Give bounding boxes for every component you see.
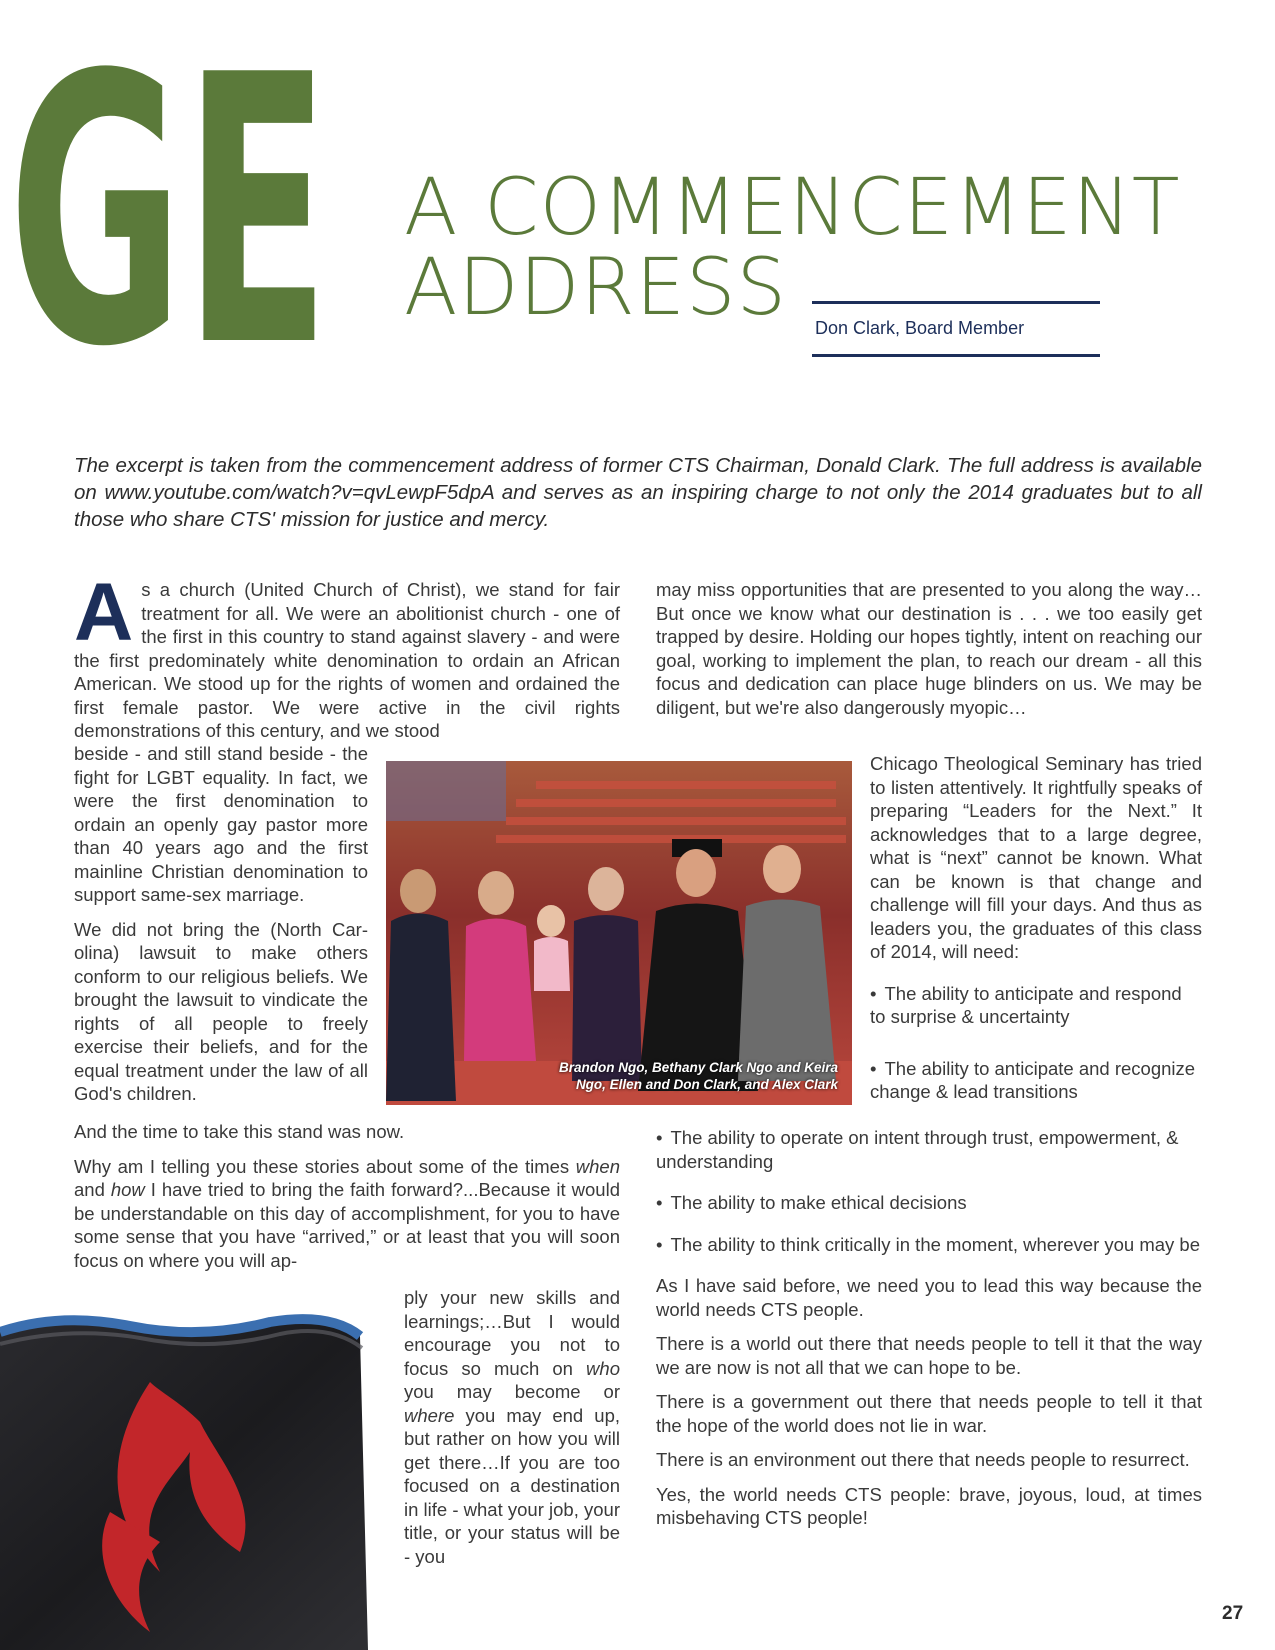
bullet-item [870, 1057, 1202, 1104]
bullet-dot: • [656, 1192, 663, 1213]
page-number: 27 [1222, 1603, 1244, 1624]
col1-p3: And the time to take this stand was now. [74, 1121, 405, 1142]
byline-rule-top [812, 301, 1100, 304]
col2-p3: As I have said before, we need you to lead this way because the world needs CTS people. [656, 1275, 1202, 1320]
col2-bottom-column [656, 1126, 1202, 1541]
col1-p5-c: you may end up, but rather on how you will get there…If you are too focused on a destination in life - what your job, your title, or your status will be - you [404, 1404, 620, 1567]
bullet-text: The ability to anticipate and respond to surprise & uncertainty [870, 982, 1182, 1027]
photo-caption: Brandon Ngo, Bethany Clark Ngo and Keira Ngo, Ellen and Don Clark, and Alex Clark [558, 1060, 838, 1092]
col2-p1: may miss opportunities that are presented to you along the way…But once we know what our destination is . . . we too easily get trapped by desire. Holding our hopes tightly, intent on reaching our goal, working to implement the plan, to reach our dream - all this focus and dedication can place huge blinders on us. We may be diligent, but we're also dangerously myopic… [656, 579, 1202, 718]
col1-p4-when: when [575, 1155, 620, 1177]
flame-banner-graphic [0, 1312, 380, 1650]
bullet-text: The ability to anticipate and recognize change & lead transitions [870, 1057, 1196, 1102]
col1-p4-a: Why am I telling you these stories about some of the times [74, 1155, 576, 1177]
bullet-item [870, 982, 1202, 1029]
col1-p2: We did not bring the (North Carolina) lawsuit to make others conform to our religious beliefs. We brought the lawsuit to vindicate the rights of all people to freely exercise their beliefs, and for the equal treatment under the law of all God's children. [74, 918, 368, 1104]
col1-p5-b: you may become or [404, 1381, 620, 1402]
col1-wide-column [74, 1120, 620, 1283]
title-line-1: A COMMENCEMENT [404, 163, 1181, 253]
bullet-text: The ability to make ethical decisions [670, 1192, 967, 1213]
bullet-dot: • [870, 1057, 877, 1079]
bullet-text: The ability to think critically in the moment, wherever you may be [670, 1233, 1201, 1255]
bullet-dot: • [870, 982, 877, 1004]
bullet-dot: • [656, 1127, 663, 1148]
col2-p5: There is a government out there that needs people to tell it that the hope of the world does not lie in war. [656, 1391, 1202, 1436]
intro-paragraph: The excerpt is taken from the commencement address of former CTS Chairman, Donald Clark. The full address is available on www.youtube.com/watch?v=qvLewpF5dpA and serves as an inspiring charge to not only the 2014 graduates but to all those who share CTS' mission for justice and mercy. [74, 454, 1202, 531]
bullet-text: The ability to operate on intent through trust, empowerment, & understanding [656, 1127, 1179, 1172]
title-line-2: ADDRESS [404, 243, 787, 333]
col1-bottom-column [404, 1286, 620, 1579]
col1-p5-where: where [404, 1404, 455, 1426]
col1-p4-how: how [110, 1179, 145, 1200]
drop-cap: A [74, 567, 134, 658]
col2-p2: Chicago Theological Seminary has tried to listen attentively. It rightfully speaks of preparing “Leaders for the Next.” It acknowledges that to a large degree, what is “next” cannot be known. What can be known is that change and challenge will fill your days. And thus as leaders you, the graduates of this class of 2014, will need: [870, 753, 1202, 962]
col2-p6: There is an environment out there that needs people to resurrect. [656, 1449, 1190, 1470]
byline: Don Clark, Board Member [815, 318, 1025, 338]
col1-paragraph-1-start [74, 567, 620, 743]
bullet-dot: • [656, 1233, 663, 1255]
byline-rule-bottom [812, 354, 1100, 357]
col1-p4-c: I have tried to bring the faith forward?...Because it would be understandable on this day of accomplishment, for you to have some sense that you have “arrived,” or at least that you will soon focus on where you will ap- [74, 1179, 620, 1271]
family-photo [386, 761, 852, 1105]
svg-text:GE: GE [8, 40, 330, 370]
col2-right-column [870, 752, 1202, 1118]
col2-p4: There is a world out there that needs people to tell it that the way we are now is not all that we can hope to be. [656, 1333, 1202, 1378]
page-title [404, 163, 1181, 333]
col1-p4-b: and [74, 1179, 111, 1200]
photo-illustration [386, 761, 852, 1105]
col1-p5 [404, 1286, 620, 1568]
col1-p5-who: who [586, 1357, 620, 1379]
col1-p1-text: s a church (United Church of Christ), we stand for fair treatment for all. We were an abolitionist church - one of the first in this country to stand against slavery - and were the first predominately white denomination to ordain an African American. We stood up for the rights of women and ordained the first female pastor. We were active in the civil rights demonstrations of this century, and we stood [74, 579, 620, 741]
bullet-item [656, 1233, 1202, 1257]
col1-p4 [74, 1155, 620, 1273]
col2-p7: Yes, the world needs CTS people: brave, joyous, loud, at times misbehaving CTS people! [656, 1483, 1202, 1528]
bullet-item [656, 1191, 1202, 1215]
col1-p1-end: beside - and still stand beside - the fight for LGBT equality. In fact, we were the first denomination to ordain an openly gay pastor more than 40 years ago and the first mainline Christian denomination to support same-sex marriage. [74, 743, 368, 905]
decorative-ge-letters [8, 40, 338, 370]
bullet-item [656, 1126, 1202, 1173]
col1-p5-a: ply your new skills and learnings;…But I would encourage you not to focus so much on [404, 1287, 620, 1379]
col1-narrow-column [74, 742, 368, 1117]
col2-top-column [656, 578, 1202, 730]
